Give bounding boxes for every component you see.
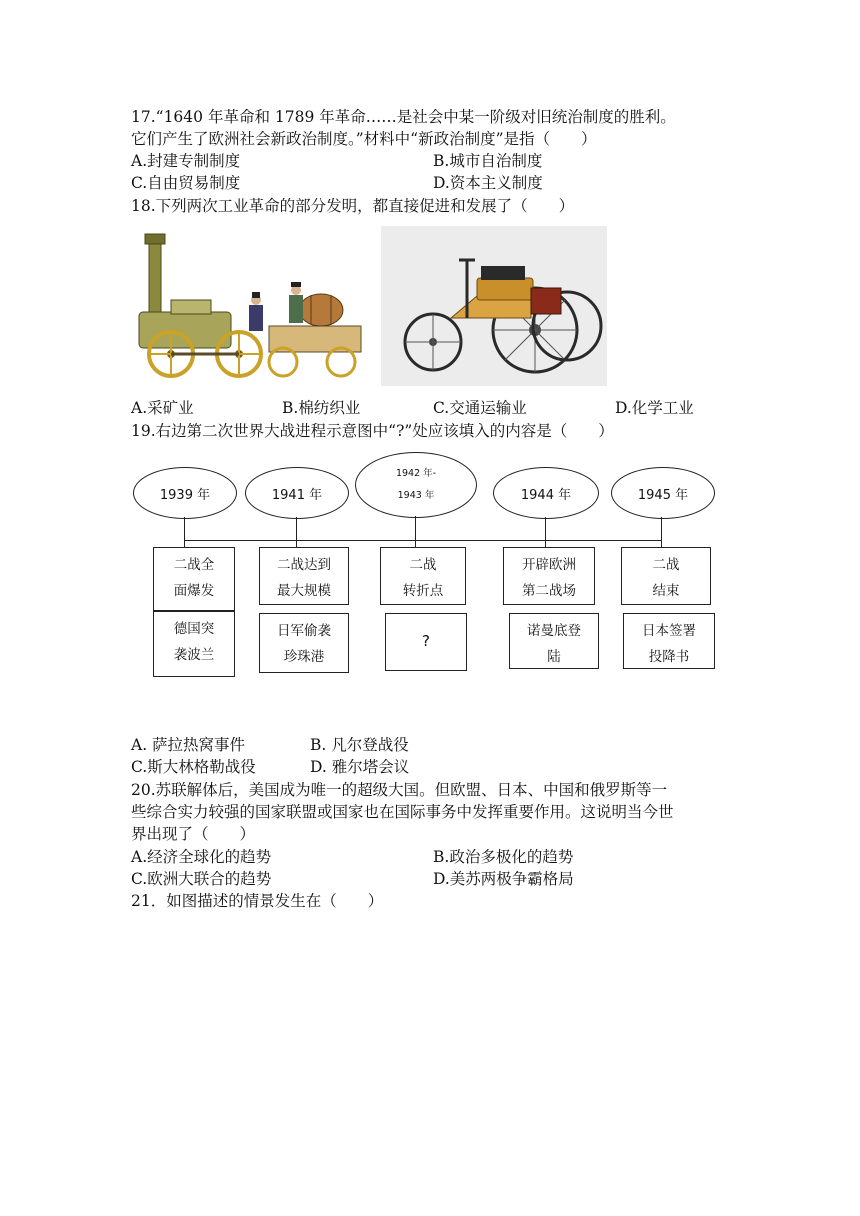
event-text: 陆: [547, 649, 561, 665]
q17-option-c: C.自由贸易制度: [131, 174, 241, 192]
event-text: 投降书: [648, 649, 690, 665]
stage-text: 二战全: [173, 557, 215, 573]
stage-text: 转折点: [402, 583, 444, 599]
event-text: 珍珠港: [283, 649, 325, 665]
event-box-1941: [259, 613, 349, 673]
year-1944-oval: [493, 467, 599, 519]
year-label: 1942 年-: [395, 468, 437, 479]
timeline-axis: [184, 540, 662, 541]
motor-car-image: [381, 226, 607, 386]
year-label: 1943 年: [397, 490, 435, 501]
stage-box-1942-1943: [380, 547, 466, 605]
q17-option-d: D.资本主义制度: [433, 174, 543, 192]
q18-option-c: C.交通运输业: [433, 399, 527, 417]
q17-option-a: A.封建专制制度: [131, 152, 241, 170]
q17-option-b: B.城市自治制度: [433, 152, 543, 170]
q19-option-d: D. 雅尔塔会议: [310, 758, 410, 776]
q18-stem: 18.下列两次工业革命的部分发明，都直接促进和发展了（ ）: [131, 197, 575, 215]
event-text: 袭波兰: [173, 647, 215, 663]
q17-stem-line1: 17.“1640 年革命和 1789 年革命……是社会中某一阶级对旧统治制度的胜利。: [131, 108, 676, 126]
stage-text: 二战: [409, 557, 437, 573]
year-label: 1944 年: [520, 487, 572, 503]
q19-option-c: C.斯大林格勒战役: [131, 758, 256, 776]
year-1941-oval: [245, 467, 349, 519]
connector: [545, 517, 546, 547]
stage-text: 结束: [652, 583, 680, 599]
event-box-unknown: [385, 613, 467, 671]
stage-text: 第二战场: [522, 583, 576, 599]
q20-stem-line2: 些综合实力较强的国家联盟或国家也在国际事务中发挥重要作用。这说明当今世: [131, 803, 674, 821]
connector: [415, 516, 416, 547]
q20-option-b: B.政治多极化的趋势: [433, 848, 574, 866]
q20-option-c: C.欧洲大联合的趋势: [131, 870, 272, 888]
event-text: 日本签署: [642, 623, 696, 639]
event-text: 德国突: [173, 621, 215, 637]
event-box-1945: [623, 613, 715, 669]
year-label: 1941 年: [271, 487, 323, 503]
question-mark: ?: [422, 632, 430, 650]
q17-stem-line2: 它们产生了欧洲社会新政治制度。”材料中“新政治制度”是指（ ）: [131, 130, 597, 148]
connector: [184, 517, 185, 547]
stage-box-1939: [153, 547, 235, 611]
q20-stem-line3: 界出现了（ ）: [131, 825, 256, 843]
event-box-1944: [509, 613, 599, 669]
q20-option-a: A.经济全球化的趋势: [131, 848, 272, 866]
q18-option-d: D.化学工业: [615, 399, 694, 417]
event-text: 诺曼底登: [527, 623, 581, 639]
q18-option-b: B.棉纺织业: [282, 399, 361, 417]
stage-box-1944: [503, 547, 595, 605]
q19-option-a: A. 萨拉热窝事件: [131, 736, 246, 754]
year-1942-1943-oval: [355, 452, 477, 518]
stage-box-1941: [259, 547, 349, 605]
stage-text: 二战达到: [277, 557, 331, 573]
stage-text: 二战: [652, 557, 680, 573]
connector: [296, 517, 297, 547]
event-text: 日军偷袭: [277, 623, 331, 639]
stage-text: 最大规模: [277, 583, 331, 599]
year-1939-oval: [133, 467, 237, 519]
q21-stem: 21．如图描述的情景发生在（ ）: [131, 892, 384, 910]
q19-option-b: B. 凡尔登战役: [310, 736, 409, 754]
stage-box-1945: [621, 547, 711, 605]
year-label: 1945 年: [637, 487, 689, 503]
year-label: 1939 年: [159, 487, 211, 503]
q20-option-d: D.美苏两极争霸格局: [433, 870, 574, 888]
connector: [661, 517, 662, 547]
year-1945-oval: [611, 467, 715, 519]
q19-stem: 19.右边第二次世界大战进程示意图中“?”处应该填入的内容是（ ）: [131, 422, 614, 440]
event-box-1939: [153, 611, 235, 677]
q18-option-a: A.采矿业: [131, 399, 194, 417]
steam-locomotive-image: [131, 226, 365, 386]
stage-text: 开辟欧洲: [522, 557, 576, 573]
stage-text: 面爆发: [173, 583, 215, 599]
q20-stem-line1: 20.苏联解体后，美国成为唯一的超级大国。但欧盟、日本、中国和俄罗斯等一: [131, 781, 668, 799]
